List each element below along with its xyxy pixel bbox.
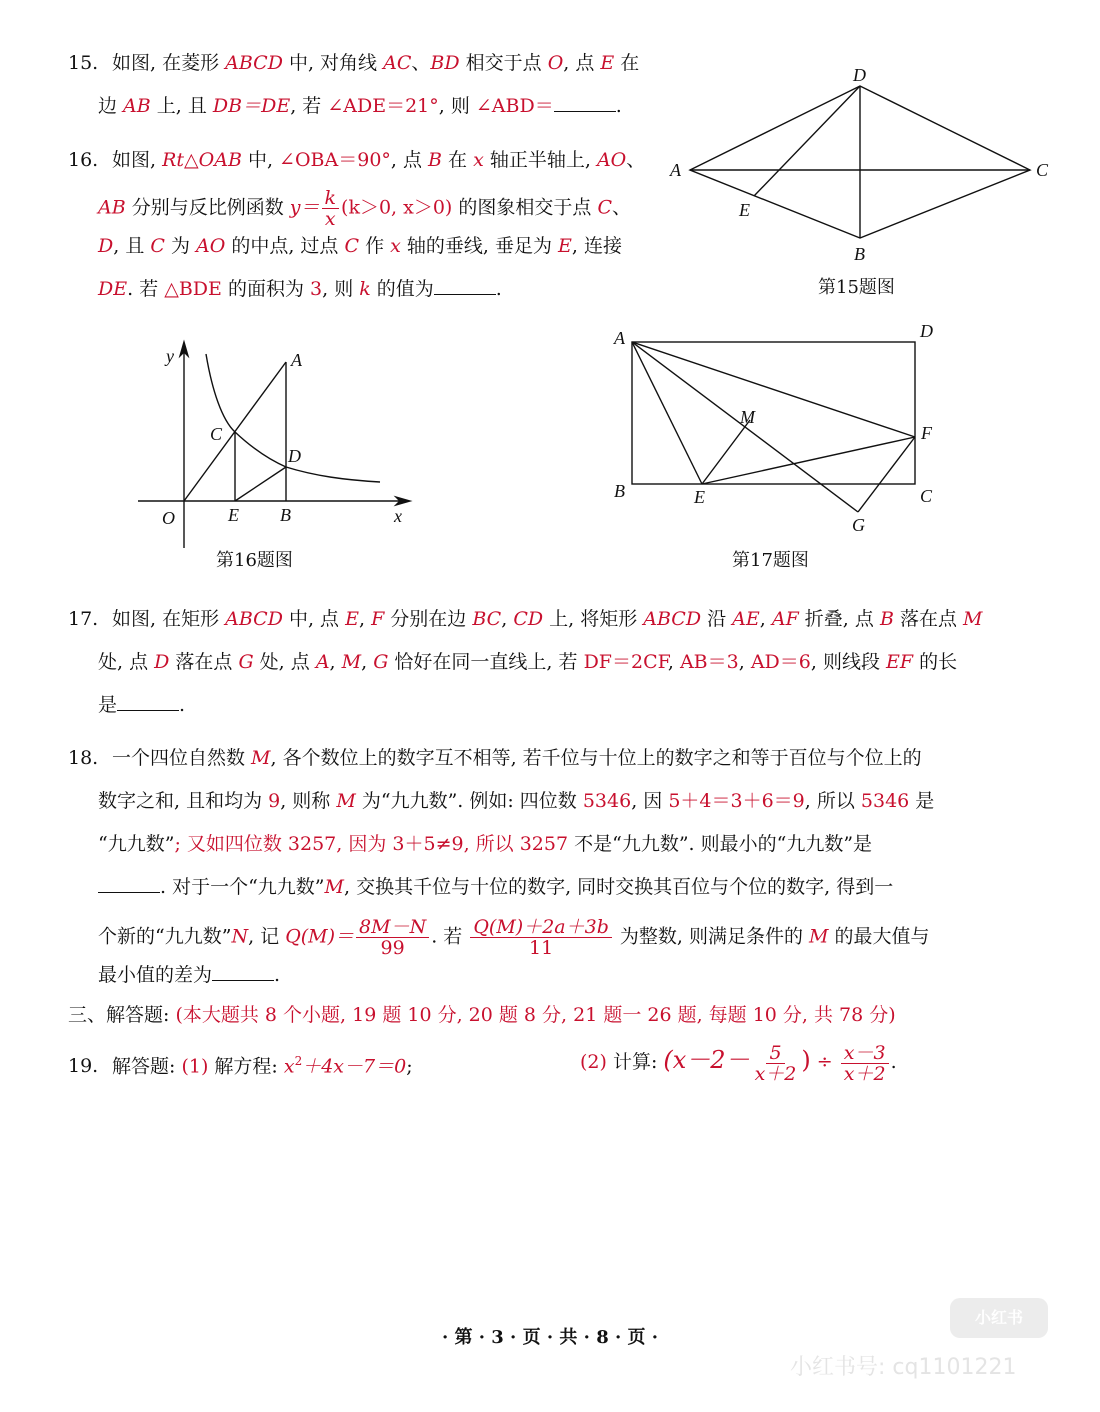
text: 的中点, 过点: [225, 235, 345, 257]
text: ,: [667, 651, 680, 673]
math: BD: [430, 52, 460, 74]
label-C: C: [920, 486, 933, 506]
label-A: A: [670, 160, 681, 180]
text: , 所以: [463, 833, 520, 855]
part-label: (2): [580, 1051, 607, 1073]
math: 3＋5≠9: [392, 833, 464, 855]
math: BC: [472, 608, 502, 630]
figure-17-caption: 第17题图: [732, 550, 809, 571]
text: ;: [406, 1055, 413, 1078]
math: C: [150, 235, 165, 257]
math: AC: [383, 52, 412, 74]
q18-line4: [98, 874, 893, 900]
math: G: [373, 651, 389, 673]
answer-blank: [117, 692, 179, 711]
math: E: [600, 52, 615, 74]
text: , 因: [631, 790, 669, 812]
fraction-divisor: [841, 1043, 889, 1084]
label-C: C: [210, 424, 223, 444]
math: ABCD: [225, 608, 283, 630]
watermark-logo: 小红书: [950, 1298, 1048, 1338]
text: 、: [411, 52, 431, 74]
math: x: [283, 1055, 295, 1078]
text: 分别与反比例函数: [125, 196, 290, 219]
text: 恰好在同一直线上, 若: [388, 651, 584, 673]
math: M: [341, 651, 362, 673]
math: A: [315, 651, 330, 673]
denominator: x＋2: [843, 1062, 886, 1085]
text: ; 又如四位数: [174, 833, 288, 855]
math: AO: [196, 235, 226, 257]
text: 中, 对角线: [282, 52, 384, 74]
text: 解方程:: [208, 1055, 284, 1078]
exponent: 2: [294, 1054, 303, 1068]
text: 在: [614, 52, 640, 74]
answer-blank: [98, 874, 160, 893]
math: 5346: [860, 790, 910, 812]
q18-line3: [98, 831, 872, 857]
label-B: B: [280, 505, 291, 525]
text: , 记: [248, 925, 286, 948]
text: ,: [738, 651, 751, 673]
section-title: 三、解答题:: [68, 1004, 176, 1026]
fraction-condition: [470, 917, 612, 958]
text: 沿: [701, 608, 733, 630]
math: ABCD: [643, 608, 702, 630]
text: 不是“九九数”. 则最小的“九九数”是: [568, 833, 873, 855]
math: x: [390, 235, 401, 257]
text: 轴的垂线, 垂足为: [400, 235, 559, 257]
math: AB＝3: [679, 651, 739, 673]
math: AO: [596, 149, 627, 171]
math: DE: [98, 278, 128, 300]
math: E: [345, 608, 359, 630]
math: 9: [268, 790, 281, 812]
fraction-q-definition: [356, 917, 429, 958]
text: 个新的“九九数”: [98, 925, 232, 948]
text: 如图, 在菱形: [112, 52, 226, 74]
text: , 各个数位上的数字互不相等, 若千位与十位上的数字之和等于百位与个位上的: [270, 747, 922, 769]
q19-part2: [580, 1040, 897, 1084]
text: 作: [359, 235, 391, 257]
text: , 且: [113, 235, 151, 257]
text: . 若: [127, 278, 165, 300]
text: .: [890, 1051, 897, 1073]
label-x: x: [394, 506, 402, 526]
math: N: [231, 925, 249, 948]
label-O: O: [162, 508, 175, 528]
text: 解答题:: [112, 1055, 182, 1078]
text: , 则: [322, 278, 360, 300]
text: 处, 点: [253, 651, 316, 673]
q16-line1: [68, 147, 645, 173]
figure-15-rhombus: [660, 65, 1060, 270]
figure-16-caption: 第16题图: [216, 550, 293, 571]
text: 的图象相交于点: [452, 196, 598, 219]
math: 5346: [582, 790, 632, 812]
math: O: [547, 52, 564, 74]
text: 一个四位自然数: [112, 747, 252, 769]
math: D: [154, 651, 170, 673]
label-y: y: [166, 346, 174, 366]
answer-blank: [212, 962, 274, 981]
text: ,: [358, 608, 372, 630]
q18-line2: [98, 788, 934, 814]
math: AF: [771, 608, 799, 630]
math: ∠ABD＝: [475, 95, 554, 117]
denominator: x＋2: [754, 1062, 797, 1085]
text: 如图,: [112, 149, 163, 171]
math: 3: [310, 278, 323, 300]
text: 中, 点: [282, 608, 346, 630]
q19-line: [68, 1048, 413, 1079]
text: , 点: [390, 149, 429, 171]
label-D: D: [853, 65, 866, 85]
q18-line6: [98, 962, 280, 988]
section-note: (本大题共 8 个小题, 19 题 10 分, 20 题 8 分, 21 题一 26 题, 每题 10 分, 共 78 分): [175, 1004, 896, 1026]
q15-line2: [98, 93, 622, 119]
text: 数字之和, 且和均为: [98, 790, 269, 812]
text: .: [495, 278, 502, 300]
text: 的面积为: [221, 278, 311, 300]
label-D: D: [288, 446, 301, 466]
label-F: F: [921, 423, 932, 443]
math: ABCD: [225, 52, 283, 74]
math: x: [473, 149, 484, 171]
math: CD: [513, 608, 544, 630]
math: AB: [98, 196, 126, 219]
text: , 则线段: [810, 651, 886, 673]
numerator: 8M－N: [356, 917, 429, 938]
watermark-id: 小红书号: cq1101221: [790, 1355, 1017, 1380]
text: ,: [501, 608, 514, 630]
q15-line1: [68, 50, 639, 76]
text: , 交换其千位与十位的数字, 同时交换其百位与个位的数字, 得到一: [343, 876, 894, 898]
math: ∠ADE＝21°: [327, 95, 439, 117]
text: , 点: [563, 52, 601, 74]
fraction-k-over-x: [322, 188, 340, 229]
math: ＋4x－7＝0: [302, 1055, 407, 1078]
section-3-heading: [68, 1002, 896, 1028]
figure-17-rectangle: [600, 320, 960, 550]
q17-line3: [98, 692, 185, 718]
label-D: D: [920, 321, 933, 341]
math: y＝: [289, 196, 320, 219]
q17-line1: [68, 606, 982, 632]
text: 相交于点: [459, 52, 548, 74]
label-A: A: [291, 350, 302, 370]
text: 处, 点: [98, 651, 155, 673]
text: 的长: [913, 651, 958, 673]
q16-line3: [98, 233, 622, 259]
text: , 则: [438, 95, 476, 117]
text: 中,: [241, 149, 280, 171]
q15-number: 15.: [68, 52, 99, 74]
q16-line4: [98, 276, 502, 302]
text: 轴正半轴上,: [483, 149, 597, 171]
text: 在: [442, 149, 474, 171]
text: .: [274, 964, 281, 986]
figure-15-caption: 第15题图: [818, 277, 895, 298]
figure-16-graph: [130, 340, 430, 550]
math: B: [428, 149, 442, 171]
text: , 则称: [280, 790, 337, 812]
page-footer: · 第 · 3 · 页 · 共 · 8 · 页 ·: [441, 1327, 659, 1348]
math: F: [371, 608, 385, 630]
text: 折叠, 点: [798, 608, 880, 630]
q18-line5: [98, 917, 930, 958]
text: “九九数”: [98, 833, 175, 855]
text: , 因为: [336, 833, 393, 855]
math: Q(M)＝: [285, 925, 355, 948]
text: ,: [361, 651, 374, 673]
text: ,: [329, 651, 342, 673]
q19-number: 19.: [68, 1055, 99, 1078]
math: G: [238, 651, 254, 673]
text: ,: [759, 608, 772, 630]
math: ): [801, 1046, 811, 1074]
label-C: C: [1036, 160, 1049, 180]
numerator: 5: [766, 1043, 784, 1064]
math: M: [963, 608, 983, 630]
math: (x－2－: [663, 1046, 750, 1074]
math: DB＝DE: [212, 95, 291, 117]
answer-blank: [434, 276, 496, 295]
math: EF: [885, 651, 914, 673]
text: 、: [626, 149, 646, 171]
label-B: B: [614, 481, 625, 501]
text: .: [615, 95, 622, 117]
text: 边: [98, 95, 124, 117]
label-E: E: [228, 505, 239, 525]
text: 如图, 在矩形: [112, 608, 226, 630]
text: 、: [611, 196, 631, 219]
text: , 所以: [804, 790, 861, 812]
math: Rt△OAB: [162, 149, 242, 171]
math: 3257: [287, 833, 337, 855]
text: , 若: [290, 95, 328, 117]
q17-number: 17.: [68, 608, 99, 630]
math: C: [344, 235, 360, 257]
text: 为: [164, 235, 196, 257]
text: 是: [98, 694, 118, 716]
label-E: E: [694, 487, 705, 507]
math: C: [597, 196, 612, 219]
denominator: 11: [529, 937, 554, 959]
label-B: B: [854, 244, 865, 264]
math: 5＋4＝3＋6＝9: [668, 790, 805, 812]
text: 上, 且: [150, 95, 213, 117]
math: 3257: [519, 833, 569, 855]
q16-line2: [98, 188, 631, 229]
label-G: G: [852, 515, 865, 535]
q18-number: 18.: [68, 747, 99, 769]
text: 为整数, 则满足条件的: [613, 925, 810, 948]
text: 为“九九数”. 例如: 四位数: [355, 790, 583, 812]
math: AE: [732, 608, 760, 630]
math: AD＝6: [750, 651, 811, 673]
math: M: [336, 790, 356, 812]
text: 分别在边: [384, 608, 473, 630]
text: 落在点: [893, 608, 963, 630]
numerator: x－3: [841, 1043, 889, 1064]
label-M: M: [740, 407, 755, 427]
text: 落在点: [169, 651, 239, 673]
q16-number: 16.: [68, 149, 99, 171]
math: D: [98, 235, 114, 257]
fraction-five: [752, 1043, 800, 1084]
math: M: [251, 747, 271, 769]
numerator: k: [322, 188, 340, 209]
math: k: [359, 278, 371, 300]
answer-blank: [554, 93, 616, 112]
math: AB: [123, 95, 151, 117]
text: 上, 将矩形: [543, 608, 644, 630]
math: E: [558, 235, 572, 257]
part-label: (1): [181, 1055, 209, 1078]
math: M: [809, 925, 829, 948]
math: (k＞0, x＞0): [341, 196, 453, 219]
text: .: [179, 694, 186, 716]
denominator: x: [324, 208, 336, 230]
math: M: [324, 876, 344, 898]
text: . 若: [431, 925, 469, 948]
text: 计算:: [606, 1051, 664, 1073]
text: 是: [909, 790, 935, 812]
denominator: 99: [380, 937, 405, 959]
math: ÷: [810, 1051, 839, 1073]
text: . 对于一个“九九数”: [160, 876, 325, 898]
label-A: A: [614, 328, 625, 348]
numerator: Q(M)＋2a＋3b: [470, 917, 612, 938]
text: , 连接: [571, 235, 622, 257]
label-E: E: [739, 200, 750, 220]
math: ∠OBA＝90°: [279, 149, 391, 171]
math: DF＝2CF: [583, 651, 668, 673]
q18-line1: [68, 745, 922, 771]
math: △BDE: [164, 278, 222, 300]
text: 的最大值与: [828, 925, 930, 948]
text: 最小值的差为: [98, 964, 213, 986]
math: B: [879, 608, 894, 630]
text: 的值为: [370, 278, 434, 300]
q17-line2: [98, 649, 957, 675]
